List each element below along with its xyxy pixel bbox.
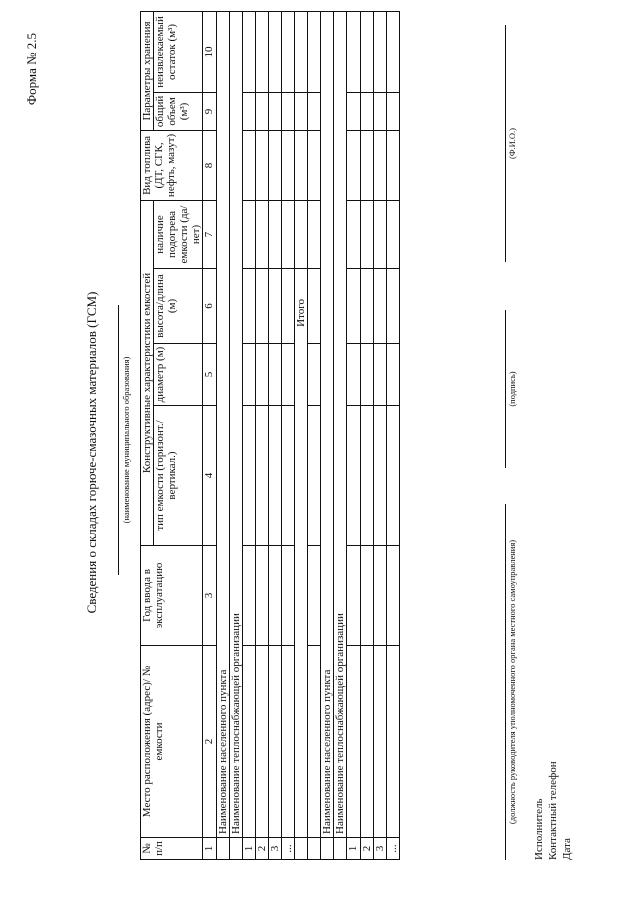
organization-row [334, 11, 347, 859]
settlement-row [216, 11, 229, 859]
municipality-blank-line [118, 305, 119, 575]
row-number: 2 [360, 838, 373, 860]
spacer-row [308, 11, 321, 859]
position-signature-line [505, 504, 506, 860]
signature-line [505, 310, 506, 468]
form-number: Форма № 2.5 [24, 33, 39, 106]
date-label: Дата [561, 838, 573, 860]
position-caption: (должность руководителя уполномоченного органа местного самоуправления) [507, 539, 517, 825]
organization-row [229, 11, 242, 859]
col-residue-header: неизвлекаемый остаток (м³) [154, 11, 203, 92]
table-row [347, 11, 360, 859]
column-number: 8 [203, 130, 216, 200]
row-number: ... [282, 838, 295, 860]
column-number: 10 [203, 11, 216, 92]
row-number: ... [386, 838, 399, 860]
column-number: 3 [203, 546, 216, 646]
organization-label: Наименование теплоснабжающей организации [334, 11, 347, 837]
col-no-header: № п/п [141, 838, 203, 860]
document-title: Сведения о складах горюче-смазочных материалов (ГСМ) [84, 291, 99, 614]
row-number: 1 [347, 838, 360, 860]
table-row [255, 11, 268, 859]
row-number: 1 [242, 838, 255, 860]
column-number: 9 [203, 92, 216, 130]
column-number: 7 [203, 200, 216, 268]
table-row [242, 11, 255, 859]
table-row [373, 11, 386, 859]
column-number-row [203, 11, 216, 859]
organization-label: Наименование теплоснабжающей организации [229, 11, 242, 837]
col-heating-header: наличие подогрева емкости (да/нет) [154, 200, 203, 268]
name-line [505, 25, 506, 262]
column-number: 4 [203, 406, 216, 546]
settlement-label: Наименование населенного пункта [216, 11, 229, 837]
row-number: 3 [373, 838, 386, 860]
column-number: 6 [203, 269, 216, 344]
table-header-row [141, 11, 154, 859]
col-location-header: Место расположения (адрес)/ № емкости [141, 646, 203, 838]
col-total-volume-header: общий объем (м³) [154, 92, 203, 130]
settlement-row [321, 11, 334, 859]
fuel-storage-table [140, 11, 400, 860]
executor-label: Исполнитель [533, 798, 545, 860]
table-row [282, 11, 295, 859]
col-year-header: Год ввода в эксплуатацию [141, 546, 203, 646]
municipality-caption: (наименование муниципального образования) [121, 356, 131, 524]
column-number: 1 [203, 838, 216, 860]
settlement-label: Наименование населенного пункта [321, 11, 334, 837]
col-height-header: высота/длина (м) [154, 269, 203, 344]
tank-characteristics-header: Конструктивные характеристики емкостей [141, 200, 154, 545]
storage-params-header: Параметры хранения [141, 11, 154, 130]
table-row [386, 11, 399, 859]
row-number: 3 [268, 838, 281, 860]
table-row [360, 11, 373, 859]
column-number: 5 [203, 344, 216, 406]
signature-caption: (подпись) [507, 371, 517, 407]
col-diameter-header: диаметр (м) [154, 344, 203, 406]
total-label: Итого [295, 269, 308, 838]
column-number: 2 [203, 646, 216, 838]
phone-label: Контактный телефон [547, 761, 559, 860]
col-fuel-header: Вид топлива (ДТ, СГК, нефть, мазут) [141, 130, 203, 200]
col-tank-type-header: тип емкости (горизонт./вертикал.) [154, 406, 203, 546]
total-row [295, 11, 308, 859]
name-caption: (Ф.И.О.) [507, 127, 517, 160]
table-row [268, 11, 281, 859]
row-number: 2 [255, 838, 268, 860]
